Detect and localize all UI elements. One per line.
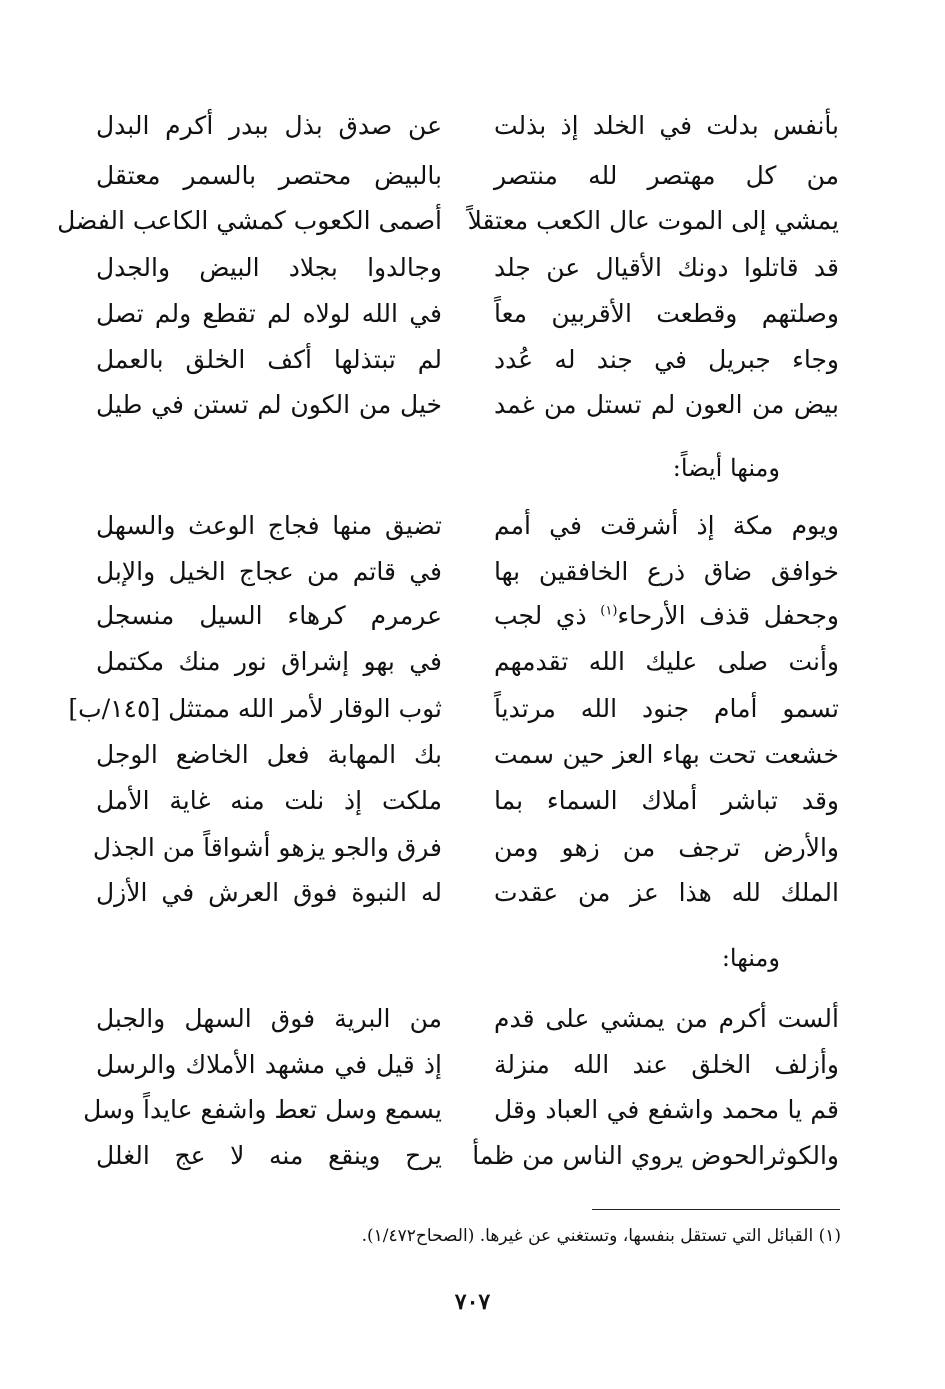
verse-right-19: قم يا محمد واشفع في العباد وقل	[494, 1095, 839, 1124]
verse-left-9: في قاتم من عجاج الخيل والإبل	[96, 557, 442, 586]
verse-right-8: ويوم مكة إذ أشرقت في أمم	[494, 511, 839, 540]
verse-left-11: في بهو إشراق نور منك مكتمل	[96, 647, 442, 676]
verse-left-18: إذ قيل في مشهد الأملاك والرسل	[96, 1050, 442, 1079]
verse-right-15: والأرض ترجف من زهو ومن	[494, 833, 839, 862]
verse-right-11: وأنت صلى عليك الله تقدمهم	[494, 647, 839, 676]
verse-right-1: بأنفس بدلت في الخلد إذ بذلت	[494, 111, 839, 140]
verse-right-16: الملك لله هذا عز من عقدت	[494, 878, 839, 907]
verse-right-14: وقد تباشر أملاك السماء بما	[494, 786, 839, 815]
verse-right-18: وأزلف الخلق عند الله منزلة	[494, 1050, 839, 1079]
verse-right-10: وجحفل قذف الأرحاء$^{(١)}$ ذي لجب	[494, 601, 839, 630]
verse-left-12: ثوب الوقار لأمر الله ممتثل [١٤٥/ب]	[68, 694, 442, 723]
verse-right-3: يمشي إلى الموت عال الكعب معتقلاً	[467, 206, 839, 235]
verse-left-7: خيل من الكون لم تستن في طيل	[96, 390, 442, 419]
verse-left-16: له النبوة فوق العرش في الأزل	[96, 878, 442, 907]
section-heading-1: ومنها أيضاً:	[672, 454, 780, 482]
verse-right-20: والكوثرالحوض يروي الناس من ظمأ	[472, 1141, 839, 1170]
verse-left-2: بالبيض محتصر بالسمر معتقل	[96, 161, 442, 190]
verse-right-5: وصلتهم وقطعت الأقربين معاً	[494, 299, 839, 328]
verse-left-14: ملكت إذ نلت منه غاية الأمل	[96, 786, 442, 815]
footnote-marker: (١)	[600, 603, 618, 619]
verse-left-10: عرمرم كرهاء السيل منسجل	[96, 601, 442, 630]
verse-right-7: بيض من العون لم تستل من غمد	[494, 390, 839, 419]
verse-right-9: خوافق ضاق ذرع الخافقين بها	[494, 557, 839, 586]
verse-left-6: لم تبتذلها أكف الخلق بالعمل	[96, 345, 442, 374]
verse-left-8: تضيق منها فجاج الوعث والسهل	[96, 511, 442, 540]
verse-right-13: خشعت تحت بهاء العز حين سمت	[494, 740, 839, 769]
verse-left-1: عن صدق بذل ببدر أكرم البدل	[96, 111, 442, 140]
verse-left-13: بك المهابة فعل الخاضع الوجل	[96, 740, 442, 769]
verse-left-17: من البرية فوق السهل والجبل	[96, 1004, 442, 1033]
verse-right-2: من كل مهتصر لله منتصر	[494, 161, 839, 190]
verse-right-6: وجاء جبريل في جند له عُدد	[494, 345, 839, 374]
verse-right-12: تسمو أمام جنود الله مرتدياً	[494, 694, 839, 723]
footnote: (١) القبائل التي تستقل بنفسها، وتستغني عن غيرها. (الصحاح١/٤٧٢).	[361, 1226, 841, 1246]
verse-left-4: وجالدوا بجلاد البيض والجدل	[96, 253, 442, 282]
page-number: ٧٠٧	[454, 1289, 491, 1315]
verse-left-3: أصمى الكعوب كمشي الكاعب الفضل	[57, 206, 442, 235]
verse-right-17: ألست أكرم من يمشي على قدم	[494, 1004, 839, 1033]
verse-left-19: يسمع وسل تعط واشفع عايداً وسل	[83, 1095, 442, 1124]
verse-left-20: يرح وينقع منه لا عج الغلل	[96, 1141, 442, 1170]
verse-right-4: قد قاتلوا دونك الأقيال عن جلد	[494, 253, 839, 282]
footnote-divider	[592, 1209, 840, 1210]
verse-left-5: في الله لولاه لم تقطع ولم تصل	[96, 299, 442, 328]
section-heading-2: ومنها:	[721, 944, 780, 972]
verse-left-15: فرق والجو يزهو أشواقاً من الجذل	[92, 833, 442, 862]
